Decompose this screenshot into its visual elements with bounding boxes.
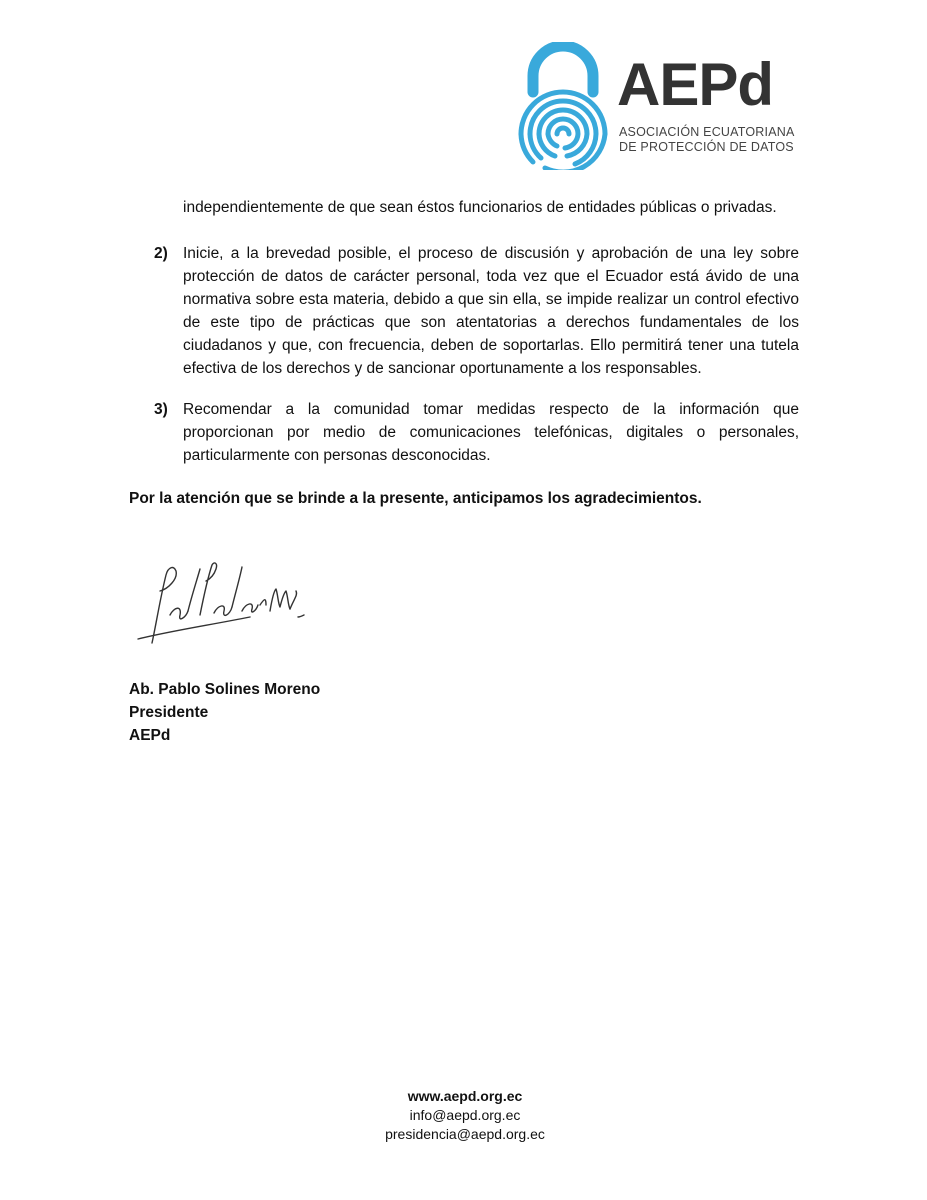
signer-organization: AEPd xyxy=(129,727,171,744)
aepd-logo xyxy=(515,42,805,172)
logo-subtitle-line2: DE PROTECCIÓN DE DATOS xyxy=(619,140,794,154)
list-item-text: Recomendar a la comunidad tomar medidas respecto de la información que proporcionan por medio de comunicaciones telefónicas, digitales o personales, particularmente con personas desconocidas. xyxy=(183,401,799,464)
closing-sentence: Por la atención que se brinde a la presente, anticipamos los agradecimientos. xyxy=(129,490,702,507)
signer-block xyxy=(129,678,320,747)
continuation-paragraph: independientemente de que sean éstos funcionarios de entidades públicas o privadas. xyxy=(183,199,777,216)
logo-subtitle-line1: ASOCIACIÓN ECUATORIANA xyxy=(619,125,795,139)
list-item-text: Inicie, a la brevedad posible, el proceso de discusión y aprobación de una ley sobre protección de datos de carácter personal, toda vez que el Ecuador está ávido de una normativa sobre esta materia, debido a que sin ella, se impide realizar un control efectivo de este tipo de prácticas que son atentatorias a derechos fundamentales de los ciudadanos y que, con frecuencia, deben de soportarlas. Ello permitirá tener una tutela efectiva de los derechos y de sancionar oportunamente a los responsables. xyxy=(183,245,799,377)
list-item-number: 2) xyxy=(154,245,168,262)
footer-contact xyxy=(330,1087,600,1144)
footer-info-email[interactable]: info@aepd.org.ec xyxy=(409,1107,521,1123)
padlock-fingerprint-icon xyxy=(515,42,611,170)
footer-website-link[interactable]: www.aepd.org.ec xyxy=(407,1088,523,1104)
handwritten-signature xyxy=(130,555,315,655)
logo-title: AEPd xyxy=(617,51,774,118)
footer-presidencia-email[interactable]: presidencia@aepd.org.ec xyxy=(385,1126,545,1142)
list-item-number: 3) xyxy=(154,401,168,418)
signer-role: Presidente xyxy=(129,704,209,721)
signer-name: Ab. Pablo Solines Moreno xyxy=(129,681,321,698)
